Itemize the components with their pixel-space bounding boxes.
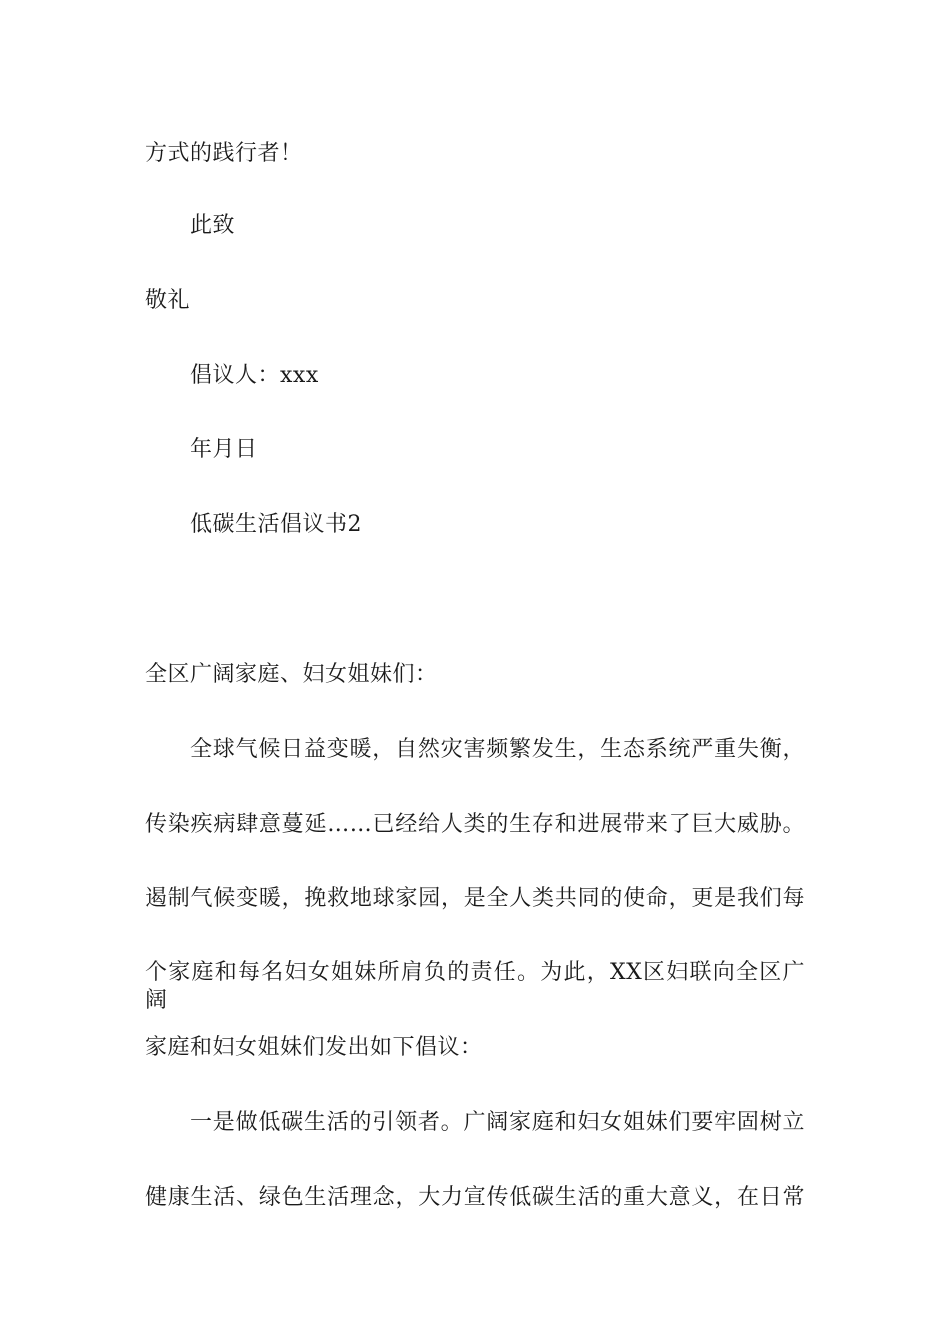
body-line: 个家庭和每名妇女姐妹所肩负的责任。为此，XX区妇联向全区广阔 [145,960,805,1013]
body-line: 遏制气候变暖，挽救地球家园，是全人类共同的使命，更是我们每 [145,886,805,911]
body-line: 家庭和妇女姐妹们发出如下倡议： [145,1035,483,1060]
paragraph-line-closing: 方式的践行者！ [145,141,303,166]
section-title: 低碳生活倡议书2 [190,512,362,537]
salutation-cizhi: 此致 [190,213,236,238]
body-line: 全球气候日益变暖，自然灾害频繁发生，生态系统严重失衡， [190,737,805,762]
salutation-jingli: 敬礼 [145,288,191,313]
body-line: 传染疾病肆意蔓延……已经给人类的生存和进展带来了巨大威胁。 [145,812,805,837]
addressee: 全区广阔家庭、妇女姐妹们： [145,662,438,687]
signatory: 倡议人：xxx [190,363,319,388]
date-line: 年月日 [190,437,258,462]
body-line: 健康生活、绿色生活理念，大力宣传低碳生活的重大意义，在日常 [145,1185,805,1210]
body-line: 一是做低碳生活的引领者。广阔家庭和妇女姐妹们要牢固树立 [190,1110,805,1135]
